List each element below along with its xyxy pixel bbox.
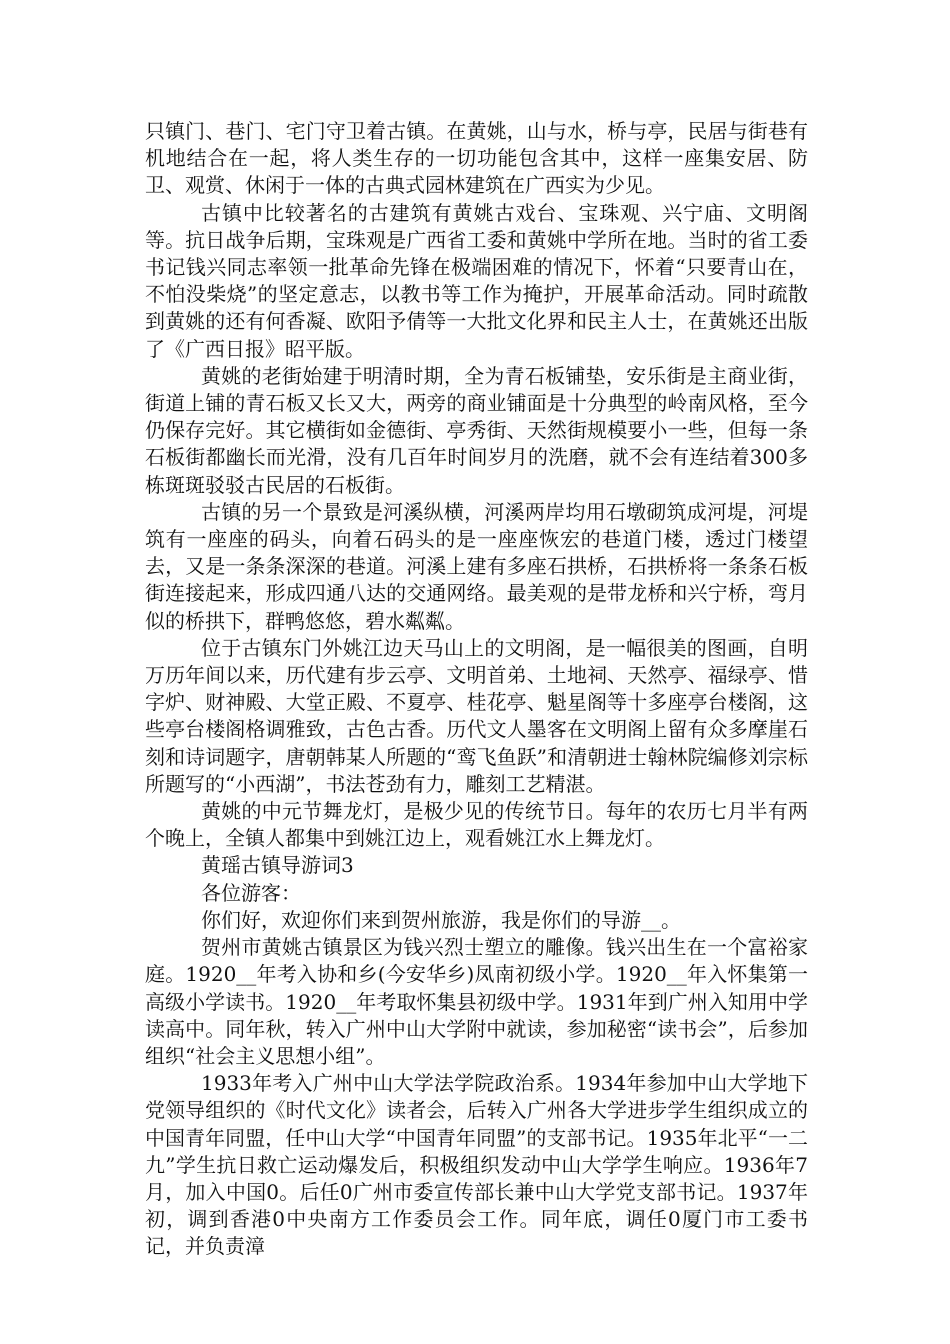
section-heading: 黄瑶古镇导游词3 [201, 853, 354, 878]
paragraph-5: 位于古镇东门外姚江边天马山上的文明阁，是一幅很美的图画，自明万历年间以来，历代建有步云亭、文明首弟、土地祠、天然亭、福绿亭、惜字炉、财神殿、大堂正殿、不夏亭、桂花亭、魁星阁等十多座亭台楼阁，这些亭台楼阁格调雅致，古色古香。历代文人墨客在文明阁上留有众多摩崖石刻和诗词题字，唐朝韩某人所题的“鸾飞鱼跃”和清朝进士翰林院编修刘宗标所题写的“小西湖”，书法苍劲有力，雕刻工艺精湛。 [145, 635, 808, 796]
paragraph-4: 古镇的另一个景致是河溪纵横，河溪两岸均用石墩砌筑成河堤，河堤筑有一座座的码头，向着石码头的是一座座恢宏的巷道门楼，透过门楼望去，又是一条条深深的巷道。河溪上建有多座石拱桥，石拱桥将一条条石板街连接起来，形成四通八达的交通网络。最美观的是带龙桥和兴宁桥，弯月似的桥拱下，群鸭悠悠，碧水粼粼。 [145, 499, 808, 633]
greeting: 各位游客： [201, 880, 301, 905]
paragraph-8: 贺州市黄姚古镇景区为钱兴烈士塑立的雕像。钱兴出生在一个富裕家庭。1920__年考入协和乡(今安华乡)凤南初级小学。1920__年入怀集第一高级小学读书。1920__年考取怀集县初级中学。1931年到广州入知用中学读高中。同年秋，转入广州中山大学附中就读，参加秘密“读书会”，后参加组织“社会主义思想小组”。 [145, 935, 808, 1068]
document-body [145, 118, 808, 1261]
paragraph-6: 黄姚的中元节舞龙灯，是极少见的传统节日。每年的农历七月半有两个晚上，全镇人都集中到姚江边上，观看姚江水上舞龙灯。 [145, 799, 808, 851]
paragraph-7: 你们好，欢迎你们来到贺州旅游，我是你们的导游__。 [201, 907, 681, 932]
paragraph-9: 1933年考入广州中山大学法学院政治系。1934年参加中山大学地下党领导组织的《时代文化》读者会，后转入广州各大学进步学生组织成立的中国青年同盟，任中山大学“中国青年同盟”的支部书记。1935年北平“一二九”学生抗日救亡运动爆发后，积极组织发动中山大学学生响应。1936年7月，加入中国0。后任0广州市委宣传部长兼中山大学党支部书记。1937年初，调到香港0中央南方工作委员会工作。同年底，调任0厦门市工委书记，并负责漳 [145, 1071, 808, 1259]
paragraph-1: 只镇门、巷门、宅门守卫着古镇。在黄姚，山与水，桥与亭，民居与街巷有机地结合在一起，将人类生存的一切功能包含其中，这样一座集安居、防卫、观赏、休闲于一体的古典式园林建筑在广西实为少见。 [145, 119, 808, 198]
paragraph-3: 黄姚的老街始建于明清时期，全为青石板铺垫，安乐街是主商业街，街道上铺的青石板又长又大，两旁的商业铺面是十分典型的岭南风格，至今仍保存完好。其它横街如金德街、亭秀街、天然街规模要小一些，但每一条石板街都幽长而光滑，没有几百年时间岁月的洗磨，就不会有连结着300多栋斑斑驳驳古民居的石板街。 [145, 363, 808, 497]
paragraph-2: 古镇中比较著名的古建筑有黄姚古戏台、宝珠观、兴宁庙、文明阁等。抗日战争后期，宝珠观是广西省工委和黄姚中学所在地。当时的省工委书记钱兴同志率领一批革命先锋在极端困难的情况下，怀着“只要青山在，不怕没柴烧”的坚定意志，以教书等工作为掩护，开展革命活动。同时疏散到黄姚的还有何香凝、欧阳予倩等一大批文化界和民主人士，在黄姚还出版了《广西日报》昭平版。 [145, 200, 808, 361]
